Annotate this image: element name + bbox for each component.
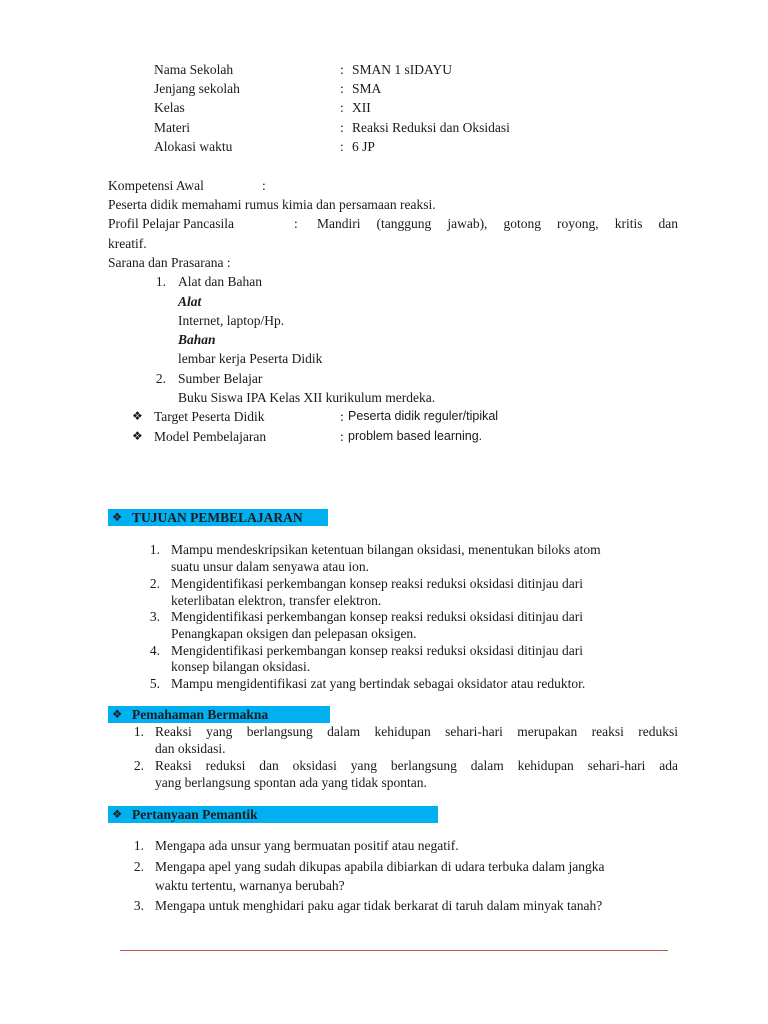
list-item-line: Mengidentifikasi perkembangan konsep reaksi reduksi oksidasi ditinjau dari [171,609,584,624]
resource-title: Sumber Belajar [178,371,263,386]
list-number: 1. [133,838,144,853]
identity-label: Alokasi waktu [154,139,233,154]
list-item-line: Penangkapan oksigen dan pelepasan oksigen. [171,626,417,641]
target-value: Peserta didik reguler/tipikal [348,409,499,423]
list-item-line: waktu tertentu, warnanya berubah? [155,878,345,893]
identity-value: SMA [352,81,382,96]
target-label: Target Peserta Didik [154,409,265,424]
identity-row-school [0,60,768,79]
tujuan-heading [108,509,328,526]
pertanyaan-title: Pertanyaan Pemantik [132,807,258,822]
list-item-line: Mengapa ada unsur yang bermuatan positif atau negatif. [155,838,459,853]
diamond-bullet-icon: ❖ [112,510,123,524]
diamond-bullet-icon: ❖ [132,409,143,423]
identity-colon: : [340,120,344,135]
list-number: 1. [133,724,144,739]
diamond-bullet-icon: ❖ [112,707,123,721]
profil-text-continued: kreatif. [108,236,147,251]
model-value: problem based learning. [348,429,483,443]
model-label: Model Pembelajaran [154,429,267,444]
identity-row-class [0,98,768,117]
tujuan-title: TUJUAN PEMBELAJARAN [132,510,303,525]
profil-label: Profil Pelajar Pancasila [108,216,234,231]
list-number: 3. [133,898,144,913]
identity-row-level [0,79,768,98]
resource-subtext: lembar kerja Peserta Didik [178,351,323,366]
identity-value: Reaksi Reduksi dan Oksidasi [352,120,510,135]
resource-text: Buku Siswa IPA Kelas XII kurikulum merdeka. [178,390,436,405]
diamond-bullet-icon: ❖ [132,429,143,443]
list-item-line: Reaksi reduksi dan oksidasi yang berlangsung dalam kehidupan sehari-hari ada [155,758,678,773]
list-item-line: Mampu mendeskripsikan ketentuan bilangan oksidasi, menentukan biloks atom [171,542,601,557]
list-item-line: konsep bilangan oksidasi. [171,659,311,674]
profil-colon: : [294,216,298,231]
identity-value: SMAN 1 sIDAYU [352,62,453,77]
list-number: 1. [149,542,160,557]
profil-text: Mandiri (tanggung jawab), gotong royong, kritis dan [317,216,678,231]
list-item-line: Reaksi yang berlangsung dalam kehidupan sehari-hari merupakan reaksi reduksi [155,724,678,739]
list-number: 4. [149,643,160,658]
target-colon: : [340,409,344,424]
resource-number: 2. [155,371,166,386]
pemahaman-heading [108,706,330,723]
identity-colon: : [340,62,344,77]
list-number: 2. [133,859,144,874]
list-number: 2. [133,758,144,773]
resource-subheading: Alat [178,294,202,309]
list-item-line: suatu unsur dalam senyawa atau ion. [171,559,369,574]
kompetensi-colon: : [262,178,266,193]
identity-row-material [0,118,768,137]
sarana-label: Sarana dan Prasarana : [108,255,231,270]
footer-rule [120,950,668,951]
pertanyaan-heading [108,806,438,823]
identity-colon: : [340,139,344,154]
identity-colon: : [340,100,344,115]
resource-subtext: Internet, laptop/Hp. [178,313,285,328]
model-colon: : [340,429,344,444]
list-item-line: keterlibatan elektron, transfer elektron. [171,593,382,608]
list-item-line: Mengapa untuk menghidari paku agar tidak berkarat di taruh dalam minyak tanah? [155,898,603,913]
list-item-line: Mengidentifikasi perkembangan konsep reaksi reduksi oksidasi ditinjau dari [171,576,584,591]
resource-title: Alat dan Bahan [178,274,262,289]
identity-label: Nama Sekolah [154,62,234,77]
kompetensi-text: Peserta didik memahami rumus kimia dan persamaan reaksi. [108,197,436,212]
list-number: 2. [149,576,160,591]
identity-value: XII [352,100,371,115]
identity-colon: : [340,81,344,96]
resource-subheading: Bahan [178,332,216,347]
list-number: 5. [149,676,160,691]
diamond-bullet-icon: ❖ [112,807,123,821]
list-item-line: Mengidentifikasi perkembangan konsep reaksi reduksi oksidasi ditinjau dari [171,643,584,658]
list-number: 3. [149,609,160,624]
list-item-line: yang berlangsung spontan ada yang tidak spontan. [155,775,427,790]
resource-number: 1. [155,274,166,289]
identity-value: 6 JP [352,139,375,154]
identity-label: Jenjang sekolah [154,81,240,96]
identity-label: Materi [154,120,190,135]
list-item-line: Mengapa apel yang sudah dikupas apabila dibiarkan di udara terbuka dalam jangka [155,859,605,874]
identity-row-time [0,137,768,156]
list-item-line: Mampu mengidentifikasi zat yang bertindak sebagai oksidator atau reduktor. [171,676,586,691]
pemahaman-title: Pemahaman Bermakna [132,707,269,722]
kompetensi-label: Kompetensi Awal [108,178,204,193]
list-item-line: dan oksidasi. [155,741,226,756]
identity-label: Kelas [154,100,185,115]
